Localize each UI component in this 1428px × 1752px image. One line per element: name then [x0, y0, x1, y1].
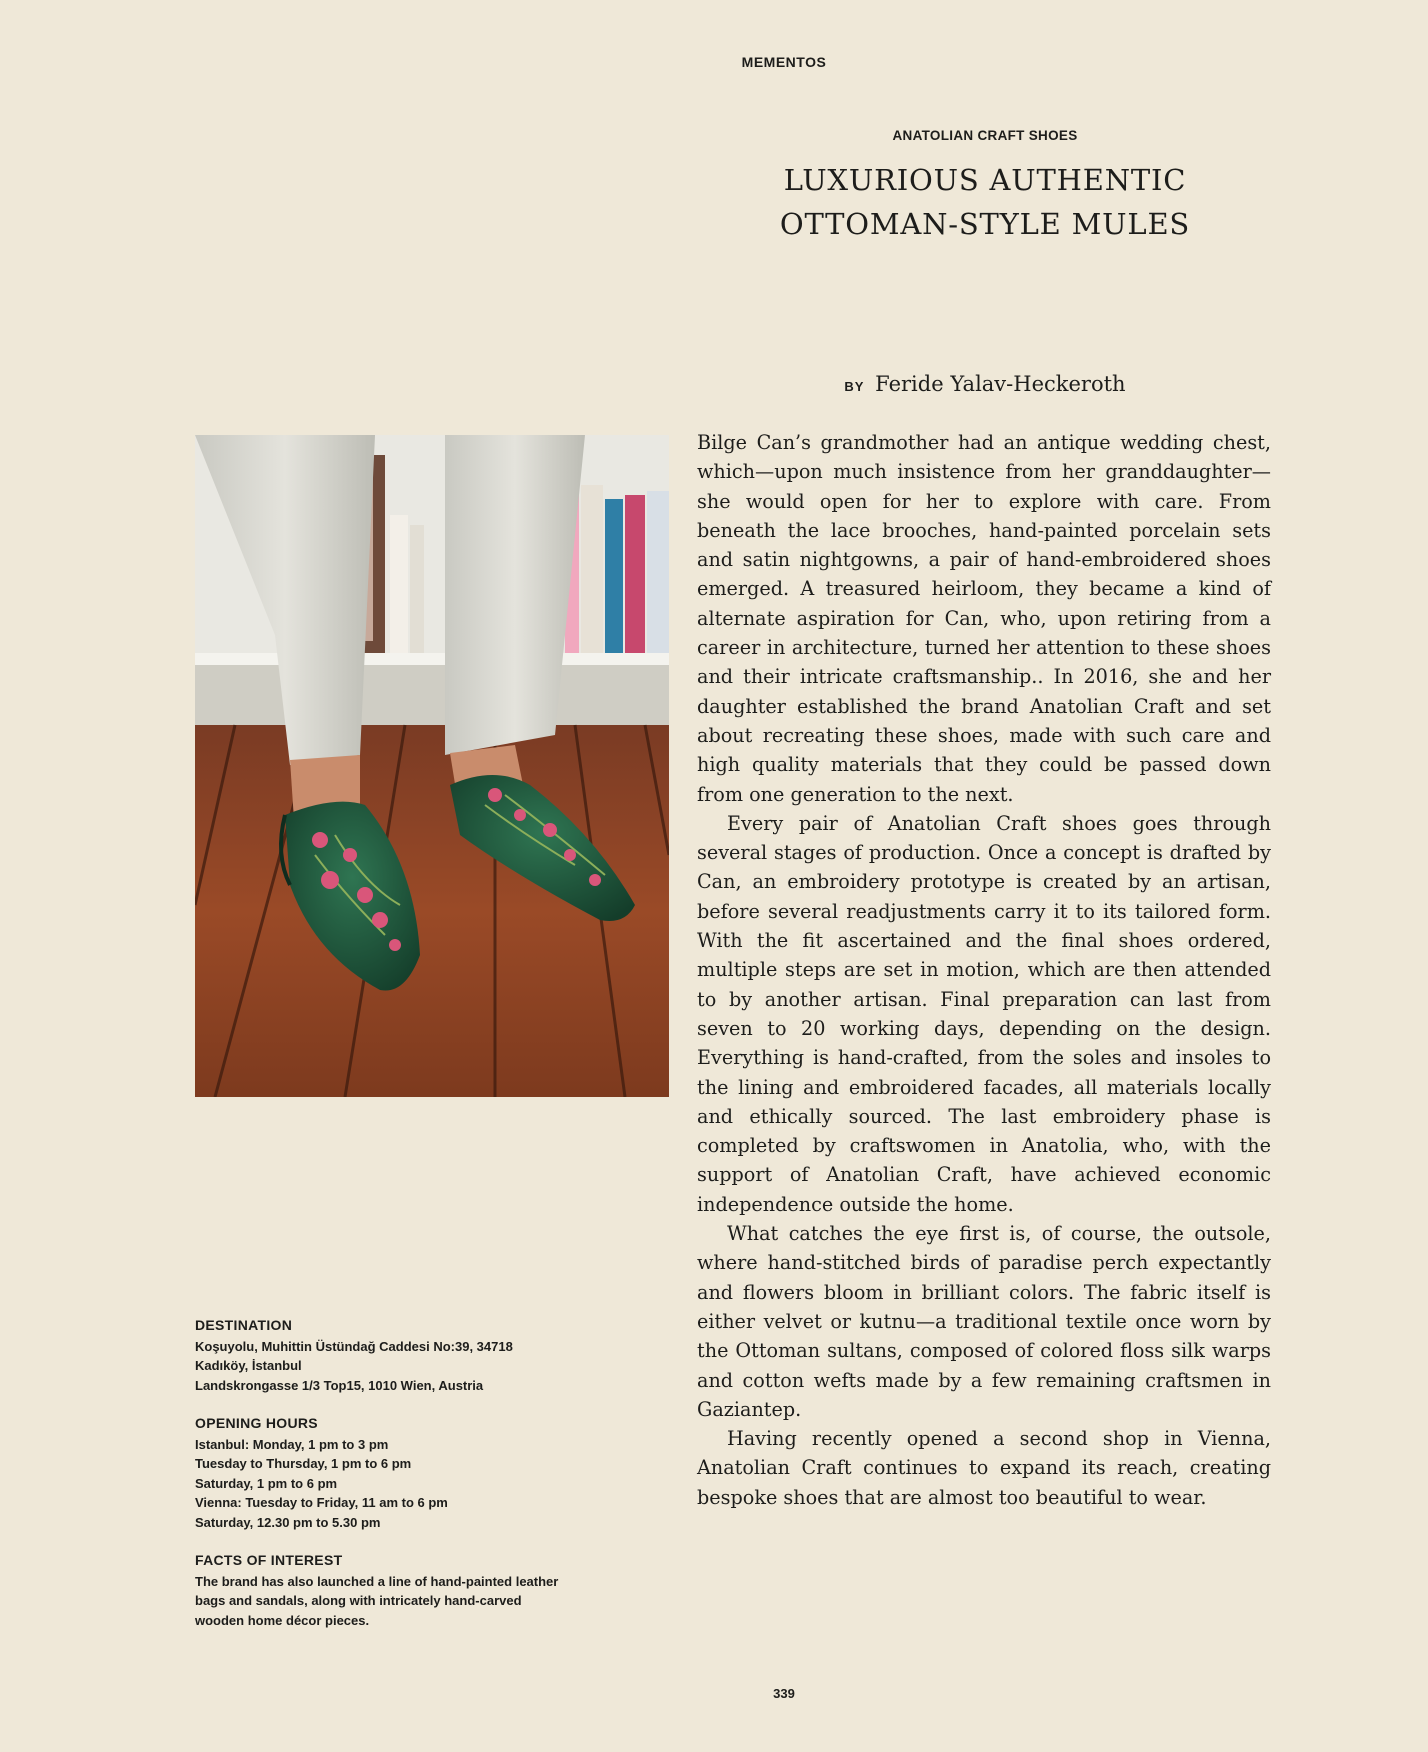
author-name: Feride Yalav-Heckeroth [875, 372, 1126, 396]
destination-line: Kadıköy, İstanbul [195, 1358, 302, 1373]
opening-hours-label: OPENING HOURS [195, 1415, 318, 1431]
hours-line: Saturday, 1 pm to 6 pm [195, 1475, 338, 1491]
embroidered-mules-photo [195, 435, 669, 1097]
byline [700, 372, 1270, 396]
destination-line: Koşuyolu, Muhittin Üstündağ Caddesi No:39, 34718 [195, 1338, 513, 1354]
facts-label: FACTS OF INTEREST [195, 1552, 343, 1568]
page-number: 339 [773, 1686, 795, 1701]
facts-text: The brand has also launched a line of hand-painted leather bags and sandals, along with intricately hand-carved wooden home décor pieces. [195, 1573, 559, 1628]
article-headline [700, 158, 1270, 246]
section-title: MEMENTOS [741, 54, 827, 70]
facts-block [195, 1551, 595, 1630]
article-kicker: ANATOLIAN CRAFT SHOES [892, 128, 1078, 143]
opening-hours-block [195, 1414, 595, 1532]
article-paragraph: What catches the eye first is, of course, the outsole, where hand-stitched birds of paradise perch expectantly and flowers bloom in brilliant colors. The fabric itself is either velvet or kutnu—a traditional textile once worn by the Ottoman sultans, composed of colored floss silk warps and cotton wefts made by a few remaining craftsmen in Gaziantep. [697, 1222, 1271, 1421]
byline-prefix: BY [844, 379, 865, 394]
hours-line: Istanbul: Monday, 1 pm to 3 pm [195, 1436, 389, 1452]
article-paragraph: Every pair of Anatolian Craft shoes goes through several stages of production. Once a concept is drafted by Can, an embroidery prototype is created by an artisan, before several readjustments carry it to its tailored form. With the fit ascertained and the final shoes ordered, multiple steps are set in motion, which are then attended to by another artisan. Final preparation can last from seven to 20 working days, depending on the design. Everything is hand-crafted, from the soles and insoles to the lining and embroidered facades, all materials locally and ethically sourced. The last embroidery phase is completed by craftswomen in Anatolia, who, with the support of Anatolian Craft, have achieved economic independence outside the home. [697, 811, 1271, 1216]
destination-label: DESTINATION [195, 1317, 293, 1333]
hours-line: Saturday, 12.30 pm to 5.30 pm [195, 1514, 381, 1530]
hours-line: Tuesday to Thursday, 1 pm to 6 pm [195, 1456, 412, 1471]
hours-line: Vienna: Tuesday to Friday, 11 am to 6 pm [195, 1495, 448, 1510]
destination-block [195, 1316, 595, 1395]
headline-line-1: LUXURIOUS AUTHENTIC [783, 163, 1187, 197]
headline-line-2: OTTOMAN-STYLE MULES [779, 207, 1191, 241]
article-paragraph: Having recently opened a second shop in Vienna, Anatolian Craft continues to expand its reach, creating bespoke shoes that are almost too beautiful to wear. [697, 1427, 1271, 1509]
info-panel [195, 1316, 595, 1649]
article-body [697, 428, 1271, 1512]
destination-line: Landskrongasse 1/3 Top15, 1010 Wien, Austria [195, 1377, 484, 1393]
article-paragraph: Bilge Can’s grandmother had an antique wedding chest, which—upon much insistence from her granddaughter—she would open for her to explore with care. From beneath the lace brooches, hand-painted porcelain sets and satin nightgowns, a pair of hand-embroidered shoes emerged. A treasured heirloom, they became a kind of alternate aspiration for Can, who, upon retiring from a career in architecture, turned her attention to these shoes and their intricate craftsmanship.. In 2016, she and her daughter established the brand Anatolian Craft and set about recreating these shoes, made with such care and high quality materials that they could be passed down from one generation to the next. [697, 431, 1271, 806]
